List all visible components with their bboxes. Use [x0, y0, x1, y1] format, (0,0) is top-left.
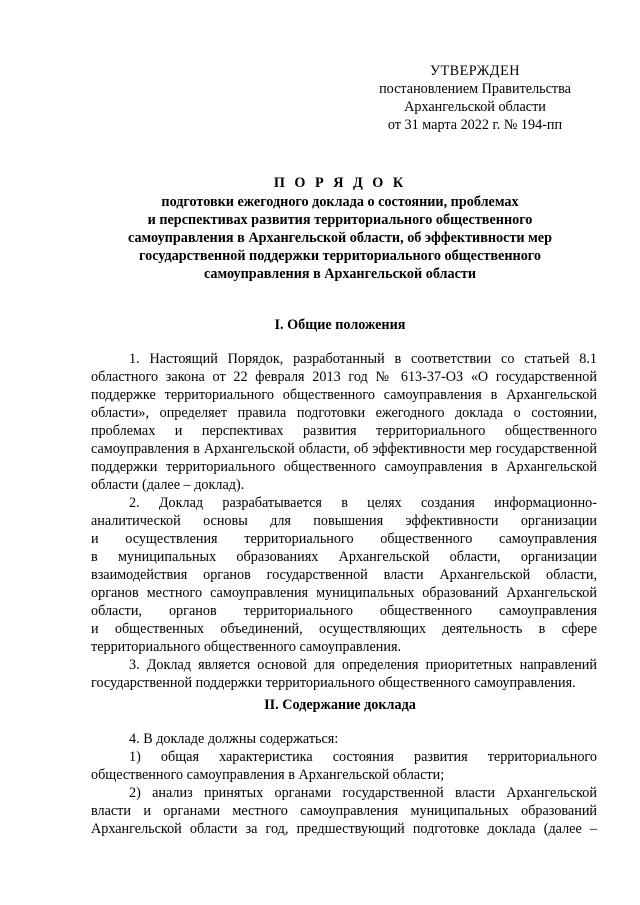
approval-stamp	[360, 62, 590, 134]
paragraph-line: аналитической основы для повышения эффективности организации	[91, 513, 597, 529]
document-title-line: самоуправления в Архангельской области	[203, 266, 477, 282]
document-title-line: самоуправления в Архангельской области, об эффективности мер	[127, 230, 552, 246]
approval-line: от 31 марта 2022 г. № 194-пп	[387, 117, 563, 133]
paragraph-line: 1. Настоящий Порядок, разработанный в соответствии со статьей 8.1	[129, 351, 597, 367]
paragraph-line: 1) общая характеристика состояния развития территориального	[129, 749, 597, 765]
document-title-main: П О Р Я Д О К	[273, 175, 407, 191]
paragraph-line: Архангельской области за год, предшествующий подготовке доклада (далее –	[91, 821, 597, 837]
paragraph-line: и общественных объединений, осуществляющих деятельность в сфере	[91, 621, 597, 637]
paragraph-line: 3. Доклад является основой для определения приоритетных направлений	[129, 657, 597, 673]
paragraph-line: власти и органами местного самоуправления муниципальных образований	[91, 803, 597, 819]
paragraph-line: области (далее – доклад).	[91, 477, 245, 493]
document-title-line: государственной поддержки территориального общественного	[139, 248, 541, 264]
paragraph-line: государственной поддержки территориального общественного самоуправления.	[91, 675, 576, 691]
section-2-heading: II. Содержание доклада	[264, 697, 416, 713]
paragraph-line: и осуществления территориального общественного самоуправления	[91, 531, 597, 547]
approval-title: УТВЕРЖДЕН	[429, 63, 521, 79]
paragraph-line: органов местного самоуправления муниципальных образований Архангельской	[91, 585, 597, 601]
paragraph-line: 2. Доклад разрабатывается в целях создания информационно-	[129, 495, 597, 511]
approval-line: Архангельской области	[404, 99, 546, 115]
section-1-heading: I. Общие положения	[274, 317, 406, 333]
paragraph-line: поддержке территориального общественного самоуправления в Архангельской	[91, 387, 597, 403]
paragraph-line: проблемах и перспективах развития территориального общественного	[91, 423, 597, 439]
section-2-body	[91, 730, 597, 838]
paragraph-line: области», определяет правила подготовки ежегодного доклада о состоянии,	[91, 405, 597, 421]
paragraph-line: взаимодействия органов государственной власти Архангельской области,	[91, 567, 597, 583]
paragraph-line: самоуправления в Архангельской области, об эффективности мер государственной	[91, 441, 597, 457]
document-title-line: подготовки ежегодного доклада о состоянии, проблемах	[161, 194, 519, 210]
paragraph-line: поддержки территориального общественного самоуправления в Архангельской	[91, 459, 597, 475]
paragraph-line: области, органов территориального общественного самоуправления	[91, 603, 597, 619]
paragraph-line: областного закона от 22 февраля 2013 год № 613-37-ОЗ «О государственной	[91, 369, 597, 385]
paragraph-line: в муниципальных образованиях Архангельской области, организации	[91, 549, 597, 565]
paragraph-line: 4. В докладе должны содержаться:	[129, 731, 339, 747]
section-1-body	[91, 350, 597, 692]
paragraph-line: территориального общественного самоуправления.	[91, 639, 402, 655]
paragraph-line: 2) анализ принятых органами государственной власти Архангельской	[129, 785, 597, 801]
document-title	[80, 174, 600, 283]
document-title-line: и перспективах развития территориального общественного	[147, 212, 533, 228]
paragraph-line: общественного самоуправления в Архангельской области;	[91, 767, 445, 783]
approval-line: постановлением Правительства	[379, 81, 571, 97]
